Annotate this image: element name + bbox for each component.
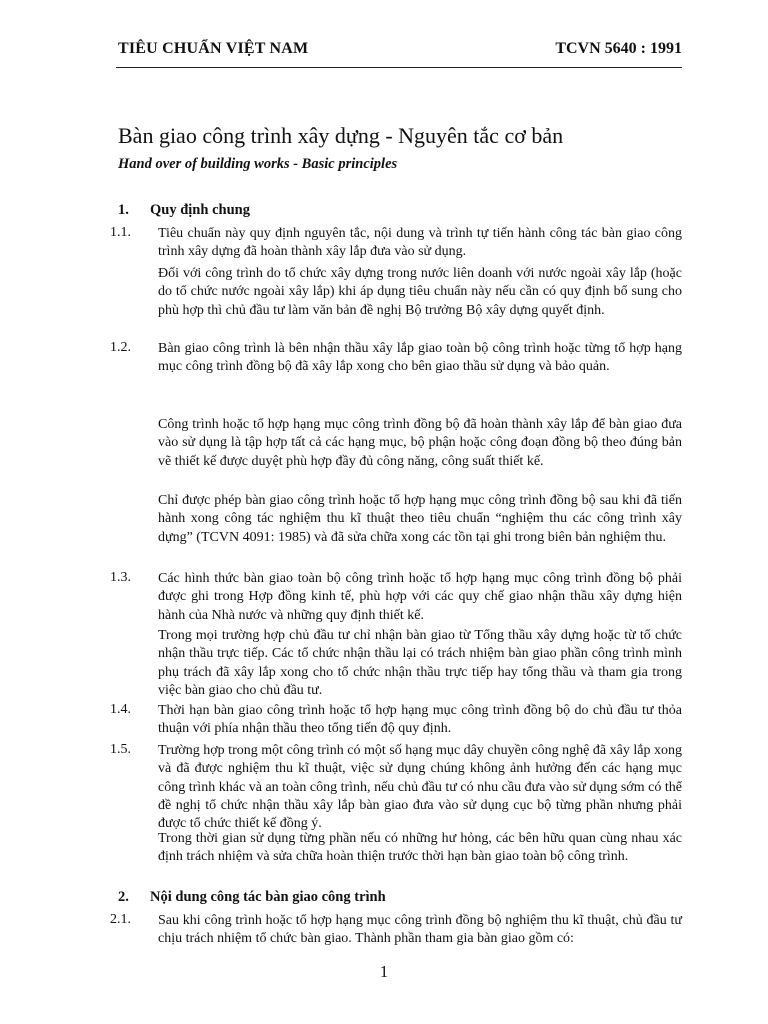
item-number-1-3: 1.3.: [110, 570, 131, 585]
paragraph-1-3-b: Trong mọi trường hợp chủ đầu tư chỉ nhận bàn giao từ Tổng thầu xây dựng hoặc từ tổ chức nhận thầu trực tiếp. Các tổ chức nhận thầu lại có trách nhiệm bàn giao phần công trình mình phụ trách đã xây lắp xong cho tổ chức nhận thầu trực tiếp hay tổng thầu và tham gia trong việc bàn giao cho chủ đầu tư.: [158, 628, 682, 698]
section-title: Nội dung công tác bàn giao công trình: [150, 889, 386, 905]
header-standard-code: TCVN 5640 : 1991: [555, 40, 682, 57]
section-title: Quy định chung: [150, 202, 250, 218]
document-subtitle: Hand over of building works - Basic principles: [118, 156, 398, 172]
paragraph-1-4: Thời hạn bàn giao công trình hoặc tổ hợp hạng mục công trình đồng bộ do chủ đầu tư thỏa thuận với phía nhận thầu theo tổng tiến độ quy định.: [158, 703, 682, 737]
header-divider: [116, 67, 682, 68]
item-number-2-1: 2.1.: [110, 912, 131, 927]
item-number-1-1: 1.1.: [110, 225, 131, 240]
item-number-1-4: 1.4.: [110, 702, 131, 717]
section-number: 2.: [118, 889, 129, 905]
paragraph-1-5-a: Trường hợp trong một công trình có một số hạng mục dây chuyền công nghệ đã xây lắp xong và đã được nghiệm thu kĩ thuật, việc sử dụng chúng không ảnh hưởng đến các hạng mục công trình khác và an toàn công trình, nếu chủ đầu tư có nhu cầu đưa vào sử dụng sớm có thể đề nghị tổ chức nhận thầu xây lắp bàn giao đưa vào sử dụng cục bộ từng phần nhưng phải được tổ chức thiết kế đồng ý.: [158, 743, 682, 832]
header-standard-label: TIÊU CHUẨN VIỆT NAM: [118, 40, 309, 57]
item-number-1-5: 1.5.: [110, 742, 131, 757]
section-heading-1: [118, 202, 250, 219]
item-number-1-2: 1.2.: [110, 340, 131, 355]
paragraph-1-2-b: Công trình hoặc tổ hợp hạng mục công trình đồng bộ đã hoàn thành xây lắp để bàn giao đưa vào sử dụng là tập hợp tất cả các hạng mục, bộ phận hoặc công đoạn đồng bộ theo đúng bản vẽ thiết kế được duyệt phù hợp đầy đủ công năng, công suất thiết kế.: [158, 417, 682, 469]
section-heading-2: [118, 889, 386, 906]
paragraph-1-1-b: Đối với công trình do tổ chức xây dựng trong nước liên doanh với nước ngoài xây lắp (hoặc do tổ chức nước ngoài xây lắp) khi áp dụng tiêu chuẩn này nếu cần có quy định bổ sung cho phù hợp thì chủ đầu tư làm văn bản đề nghị Bộ trưởng Bộ xây dựng quyết định.: [158, 266, 682, 318]
section-number: 1.: [118, 202, 129, 218]
paragraph-1-2-a: Bàn giao công trình là bên nhận thầu xây lắp giao toàn bộ công trình hoặc từng tổ hợp hạng mục công trình đồng bộ đã xây lắp xong cho bên giao thầu sử dụng và bảo quản.: [158, 341, 682, 375]
paragraph-2-1: Sau khi công trình hoặc tổ hợp hạng mục công trình đồng bộ nghiệm thu kĩ thuật, chủ đầu tư chịu trách nhiệm tổ chức bàn giao. Thành phần tham gia bàn giao gồm có:: [158, 913, 682, 947]
document-title: Bàn giao công trình xây dựng - Nguyên tắc cơ bản: [118, 123, 564, 148]
paragraph-1-1-a: Tiêu chuẩn này quy định nguyên tắc, nội dung và trình tự tiến hành công tác bàn giao công trình xây dựng đã hoàn thành xây lắp đưa vào sử dụng.: [158, 226, 682, 260]
page-number: 1: [379, 962, 389, 981]
paragraph-1-3-a: Các hình thức bàn giao toàn bộ công trình hoặc tổ hợp hạng mục công trình đồng bộ phải được ghi trong Hợp đồng kinh tế, phù hợp với các quy chế giao nhận thầu xây dựng hiện hành của Nhà nước và những quy định thiết kế.: [158, 571, 682, 623]
paragraph-1-5-b: Trong thời gian sử dụng từng phần nếu có những hư hỏng, các bên hữu quan cùng nhau xác định trách nhiệm và sửa chữa hoàn thiện trước thời hạn bàn giao toàn bộ công trình.: [158, 831, 682, 865]
paragraph-1-2-c: Chỉ được phép bàn giao công trình hoặc tổ hợp hạng mục công trình đồng bộ sau khi đã tiến hành xong công tác nghiệm thu kĩ thuật theo tiêu chuẩn “nghiệm thu các công trình xây dựng” (TCVN 4091: 1985) và đã sửa chữa xong các tồn tại ghi trong biên bản nghiệm thu.: [158, 493, 682, 545]
